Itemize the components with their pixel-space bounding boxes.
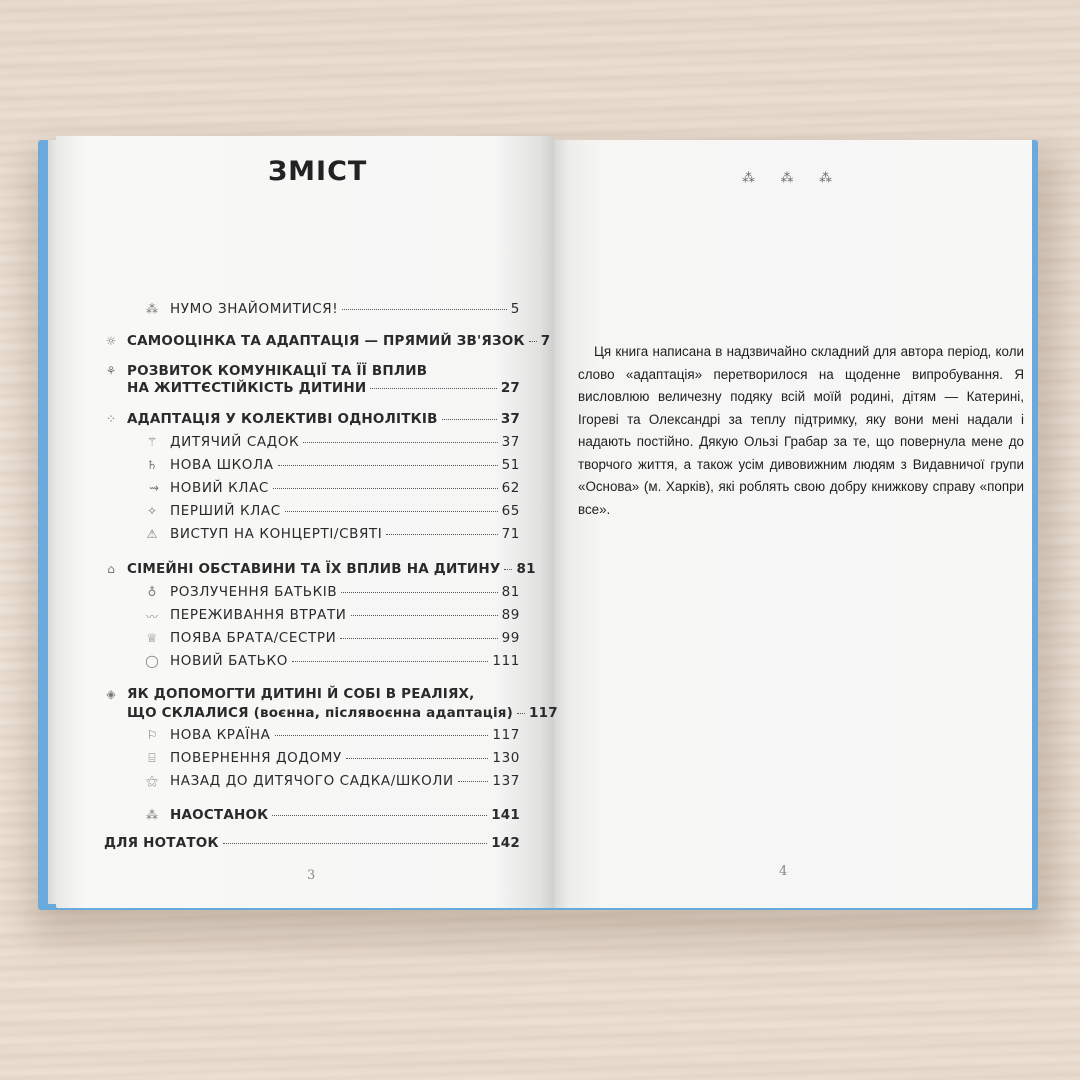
toc-entry <box>170 630 520 646</box>
toc-entry <box>170 457 520 473</box>
toc-entry <box>170 807 520 823</box>
leaf-icon: ♁ <box>147 585 157 599</box>
toc-entry <box>170 727 520 743</box>
leader-dots <box>346 758 489 759</box>
right-page-number: 4 <box>779 864 788 879</box>
toc-entry <box>127 411 520 427</box>
sparkle-icon: ⁂ <box>780 171 794 186</box>
toc-entry <box>170 503 520 519</box>
toc-entry-page: 141 <box>491 807 520 823</box>
sunrise-icon: ☼ <box>105 334 117 348</box>
leader-dots <box>340 638 497 639</box>
home-return-icon: ⌸ <box>148 751 156 765</box>
toc-entry-label: НОВИЙ БАТЬКО <box>170 653 288 669</box>
toc-entry-label: АДАПТАЦІЯ У КОЛЕКТИВІ ОДНОЛІТКІВ <box>127 411 438 427</box>
toc-entry-label: ПОВЕРНЕННЯ ДОДОМУ <box>170 750 342 766</box>
toc-entry-page: 111 <box>492 653 520 669</box>
leader-dots <box>292 661 488 662</box>
arrow-icon: ⇝ <box>148 481 160 495</box>
left-page-number: 3 <box>307 868 316 883</box>
toc-entry-label: САМООЦІНКА ТА АДАПТАЦІЯ — ПРЯМИЙ ЗВ'ЯЗОК <box>127 333 525 349</box>
chair-icon: ♄ <box>146 458 158 472</box>
toc-entry-label: НОВА КРАЇНА <box>170 727 271 743</box>
sparkle-icon: ⁂ <box>146 302 158 316</box>
leader-dots <box>370 388 496 389</box>
crown-icon: ♕ <box>146 631 158 645</box>
house-icon: ⌂ <box>107 562 115 576</box>
toc-entry-label: НУМО ЗНАЙОМИТИСЯ! <box>170 301 339 317</box>
star-icon: ✧ <box>146 504 158 518</box>
leader-dots <box>303 442 497 443</box>
toc-entry-page: 142 <box>491 835 520 851</box>
toc-entry <box>127 333 551 349</box>
toc-entry-label: РОЗЛУЧЕННЯ БАТЬКІВ <box>170 584 338 600</box>
leader-dots <box>458 781 489 782</box>
toc-entry-page: 81 <box>501 584 520 600</box>
toc-entry-page: 51 <box>501 457 520 473</box>
toc-entry <box>104 835 520 851</box>
leader-dots <box>342 309 507 310</box>
toc-entry-label: ПОЯВА БРАТА/СЕСТРИ <box>170 630 337 646</box>
toc-entry-page: 81 <box>516 561 536 577</box>
toc-entry <box>127 705 558 721</box>
toc-entry <box>170 301 520 317</box>
toc-entry-page: 89 <box>501 607 520 623</box>
toc-entry-label: ВИСТУП НА КОНЦЕРТІ/СВЯТІ <box>170 526 383 542</box>
wave-icon: 〰 <box>145 610 158 624</box>
ornament <box>742 171 832 186</box>
sparkle-icon: ⁂ <box>742 171 755 186</box>
toc-entry-page: 117 <box>492 727 520 743</box>
toc-entry-page: 5 <box>510 301 520 317</box>
leader-dots <box>223 843 488 844</box>
diamond-icon: ◈ <box>106 687 116 701</box>
toc-title: ЗМІСТ <box>268 156 368 187</box>
toc-entry-page: 99 <box>501 630 520 646</box>
toc-entry <box>127 561 536 577</box>
toc-entry-label: ДЛЯ НОТАТОК <box>104 835 219 851</box>
flower-icon: ⚚ <box>146 435 158 449</box>
leader-dots <box>278 465 498 466</box>
egg-icon: ◯ <box>145 654 159 668</box>
leader-dots <box>275 735 489 736</box>
toc-entry-page: 7 <box>540 333 551 349</box>
toc-entry-page: 130 <box>492 750 520 766</box>
toc-entry-label: НА ЖИТТЄСТІЙКІСТЬ ДИТИНИ <box>127 380 367 396</box>
toc-entry-label: НОВА ШКОЛА <box>170 457 274 473</box>
right-page <box>554 140 1032 908</box>
toc-entry-page: 37 <box>500 411 520 427</box>
dedication-paragraph: Ця книга написана в надзвичайно складний для автора період, коли слово «адаптація» перетворилося на щоденне випробування. Я висловлюю величезну подяку всій моїй родині, дітям — Катерині, Ігореві та Олександрі за теплу підтримку, яку вони мені надали і надають постійно. Дякую Ользі Грабар за те, що повернула мене до творчого життя, а також усім дивовижним людям з Видавничої групи «Основа» (м. Харків), які роблять свою добру книжкову справу «попри все». <box>578 344 1024 517</box>
sparkle-icon: ⁂ <box>146 808 158 822</box>
toc-entry-line1: РОЗВИТОК КОМУНІКАЦІЇ ТА ЇЇ ВПЛИВ <box>127 363 428 379</box>
toc-entry-label: НАЗАД ДО ДИТЯЧОГО САДКА/ШКОЛИ <box>170 773 454 789</box>
toc-entry-page: 71 <box>501 526 520 542</box>
leader-dots <box>442 419 497 420</box>
toc-entry <box>170 773 520 789</box>
leader-dots <box>272 815 487 816</box>
leader-dots <box>517 713 525 714</box>
toc-entry-page: 27 <box>500 380 520 396</box>
stage-icon: ⚠ <box>146 527 158 541</box>
leader-dots <box>504 569 512 570</box>
toc-entry-label: ДИТЯЧИЙ САДОК <box>170 434 300 450</box>
dots-icon: ⁘ <box>105 412 117 426</box>
leader-dots <box>285 511 498 512</box>
leader-dots <box>341 592 497 593</box>
leader-dots <box>351 615 498 616</box>
toc-entry <box>170 434 520 450</box>
toc-entry <box>170 750 520 766</box>
toc-entry-label: ЩО СКЛАЛИСЯ (воєнна, післявоєнна адаптація) <box>127 705 514 721</box>
toc-entry <box>170 607 520 623</box>
toc-entry-page: 62 <box>501 480 520 496</box>
toc-entry-label: ПЕРШИЙ КЛАС <box>170 503 281 519</box>
toc-entry <box>170 526 520 542</box>
leader-dots <box>273 488 498 489</box>
toc-entry <box>127 380 520 396</box>
toc-entry-line1: ЯК ДОПОМОГТИ ДИТИНІ Й СОБІ В РЕАЛІЯХ, <box>127 686 475 702</box>
toc-entry <box>170 584 520 600</box>
sparkle-icon: ⁂ <box>819 171 832 186</box>
toc-entry-label: ПЕРЕЖИВАННЯ ВТРАТИ <box>170 607 347 623</box>
toc-entry <box>170 480 520 496</box>
toc-entry-label: НОВИЙ КЛАС <box>170 480 269 496</box>
toc-entry-page: 117 <box>529 705 558 721</box>
toc-entry-label: СІМЕЙНІ ОБСТАВИНИ ТА ЇХ ВПЛИВ НА ДИТИНУ <box>127 561 501 577</box>
left-page <box>56 136 554 908</box>
kite-icon: ⚝ <box>146 774 158 788</box>
leader-dots <box>529 341 537 342</box>
toc-entry-label: НАОСТАНОК <box>170 807 269 823</box>
sprout-icon: ⚘ <box>105 364 117 378</box>
flag-icon: ⚐ <box>146 728 158 742</box>
toc-entry-page: 65 <box>501 503 520 519</box>
toc-entry <box>170 653 520 669</box>
leader-dots <box>386 534 497 535</box>
toc-entry-page: 137 <box>492 773 520 789</box>
toc-entry-page: 37 <box>501 434 520 450</box>
dedication-text <box>578 341 1024 521</box>
